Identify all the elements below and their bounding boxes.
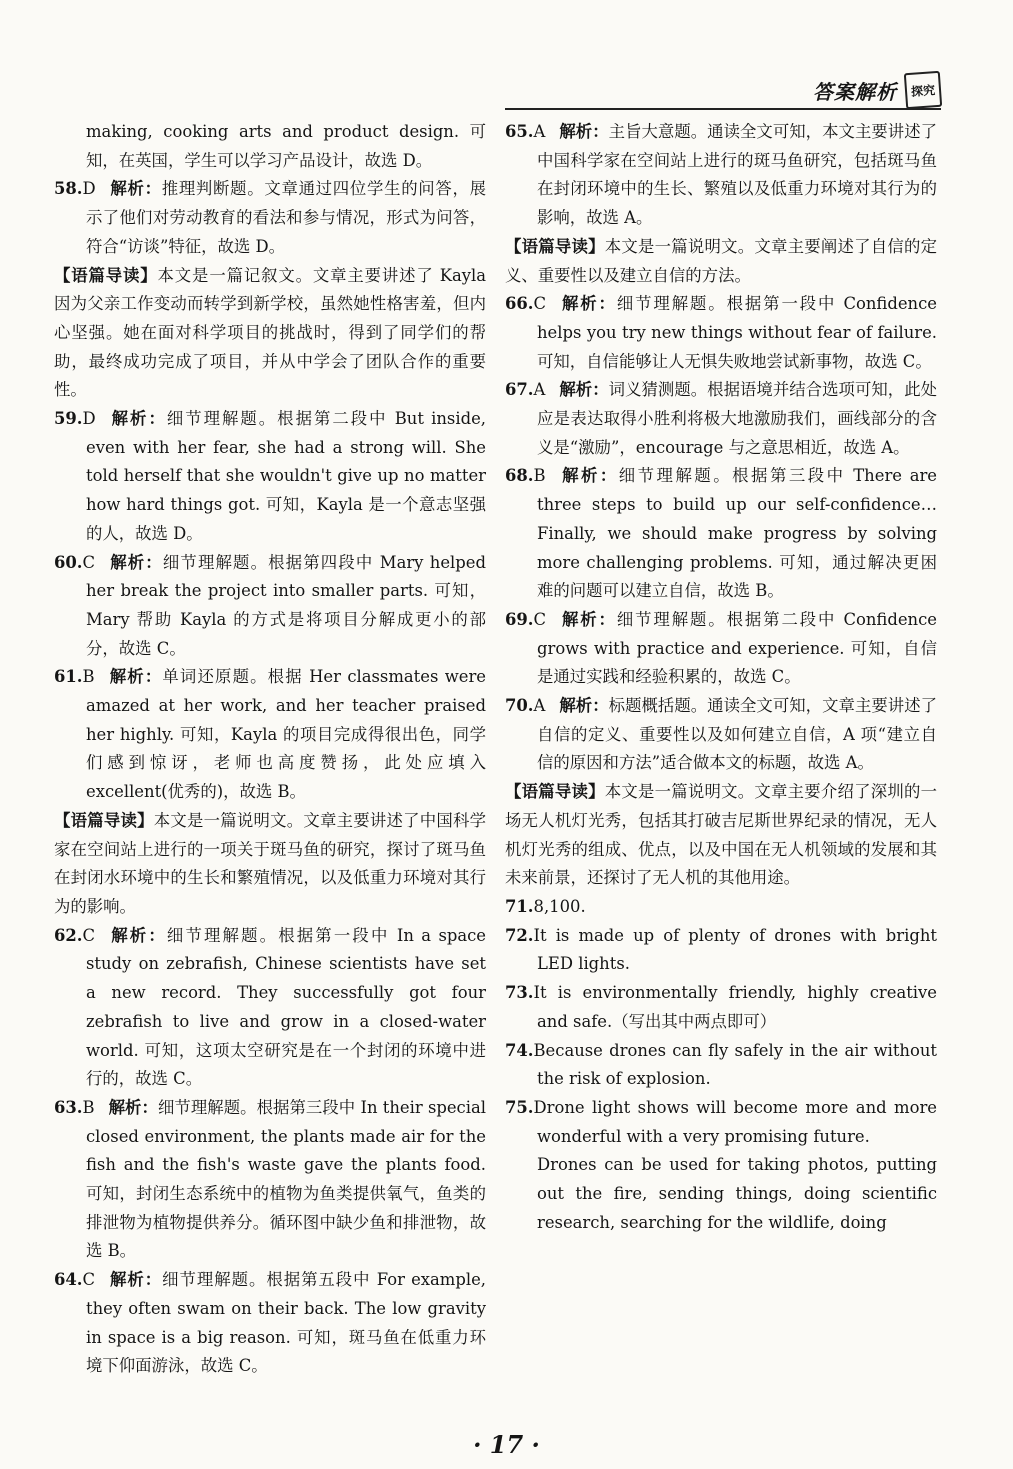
- item-number: 74.: [505, 1040, 534, 1060]
- item-text: 细节理解题。根据第三段中 In their special closed environment, the plants made air for the fish and the fish's waste gave the plants food. 可知，封闭生态系统中的植物为鱼类提供氧气，鱼类的排泄物为植物提供养分。循环图中缺少鱼和排泄物，故选 B。: [86, 1097, 486, 1261]
- answer-item: [505, 462, 937, 606]
- item-number: 70.: [505, 696, 534, 716]
- answer-item: [54, 922, 486, 1094]
- answer-item: [54, 1266, 486, 1381]
- item-number: 75.: [505, 1097, 534, 1117]
- item-number: 59.: [54, 409, 83, 429]
- guide-label: 【语篇导读】: [54, 810, 154, 830]
- item-answer: C: [533, 609, 547, 629]
- answer-item: [505, 1094, 937, 1151]
- answer-item: [505, 118, 937, 233]
- answer-item: [54, 663, 486, 807]
- item-answer: D: [82, 179, 96, 199]
- item-number: 58.: [54, 179, 83, 199]
- item-answer: B: [533, 466, 546, 486]
- item-answer: D: [82, 409, 96, 429]
- analysis-label: 解析：: [109, 552, 163, 572]
- item-number: 64.: [54, 1270, 83, 1290]
- continuation-text: Drones can be used for taking photos, putting out the fire, sending things, doing scientific research, searching for the wildlife, doing: [537, 1155, 937, 1232]
- item-text: 细节理解题。根据第一段中 In a space study on zebrafish, Chinese scientists have set a new record. They successfully got four zebrafish to live and grow in a closed-water world. 可知，这项太空研究是在一个封闭的环境中进行的，故选 C。: [86, 925, 486, 1089]
- item-number: 67.: [505, 380, 534, 400]
- header-title: 答案解析: [813, 79, 897, 104]
- analysis-label: 解析：: [559, 696, 609, 716]
- item-number: 60.: [54, 552, 83, 572]
- item-text: 细节理解题。根据第一段中 Confidence helps you try new things without fear of failure. 可知，自信能够让人无惧失败地尝试新事物，故选 C。: [537, 294, 937, 371]
- item-text: It is made up of plenty of drones with bright LED lights.: [533, 925, 937, 974]
- analysis-label: 解析：: [559, 466, 619, 486]
- item-text: 推理判断题。文章通过四位学生的问答，展示了他们对劳动教育的看法和参与情况，形式为问答，符合“访谈”特征，故选 D。: [86, 179, 487, 256]
- answer-item: [505, 979, 937, 1036]
- answer-item: [54, 175, 486, 261]
- answer-item: [505, 606, 937, 692]
- guide-label: 【语篇导读】: [505, 782, 605, 802]
- item-answer: C: [82, 925, 96, 945]
- left-column: [54, 118, 486, 1381]
- item-text: 单词还原题。根据 Her classmates were amazed at her work, and her teacher praised her highly. 可知，Kayla 的项目完成得很出色，同学们感到惊讶，老师也高度赞扬，此处应填入 excellent(优秀的)，故选 B。: [86, 667, 486, 802]
- item-text: 细节理解题。根据第四段中 Mary helped her break the project into smaller parts. 可知，Mary 帮助 Kayla 的方式是将项目分解成更小的部分，故选 C。: [86, 552, 486, 658]
- answer-item: [505, 1037, 937, 1094]
- item-number: 66.: [505, 294, 534, 314]
- right-column: [505, 118, 937, 1237]
- answer-item: [54, 405, 486, 549]
- item-text: Drone light shows will become more and more wonderful with a very promising future.: [533, 1097, 937, 1146]
- item-number: 73.: [505, 983, 534, 1003]
- guide-label: 【语篇导读】: [54, 265, 158, 285]
- item-answer: C: [82, 1270, 96, 1290]
- page-header: [813, 72, 941, 108]
- item-answer: B: [82, 1097, 95, 1117]
- item-number: 61.: [54, 667, 83, 687]
- analysis-label: 解析：: [108, 667, 163, 687]
- item-text: 词义猜测题。根据语境并结合选项可知，此处应是表达取得小胜利将极大地激励我们，画线部分的含义是“激励”，encourage 与之意思相近，故选 A。: [537, 380, 938, 457]
- passage-guide: [505, 233, 937, 290]
- item-text: It is environmentally friendly, highly creative and safe.（写出其中两点即可）: [533, 983, 937, 1031]
- answer-item: [505, 893, 937, 922]
- passage-guide: [54, 262, 486, 406]
- answer-item: [505, 290, 937, 376]
- item-answer: C: [533, 294, 547, 314]
- answer-item: [54, 549, 486, 664]
- item-text: 细节理解题。根据第二段中 But inside, even with her fear, she had a strong will. She told herself that she wouldn't give up no matter how hard things got. 可知，Kayla 是一个意志坚强的人，故选 D。: [86, 409, 486, 543]
- guide-text: 本文是一篇说明文。文章主要介绍了深圳的一场无人机灯光秀，包括其打破吉尼斯世界纪录的情况，无人机灯光秀的组成、优点，以及中国在无人机领域的发展和其未来前景，还探讨了无人机的其他用途。: [505, 782, 938, 888]
- analysis-label: 解析：: [109, 1270, 163, 1290]
- item-number: 63.: [54, 1097, 83, 1117]
- answer-item: [505, 692, 937, 778]
- passage-guide: [505, 778, 937, 893]
- item-text: 细节理解题。根据第二段中 Confidence grows with practice and experience. 可知，自信是通过实践和经验积累的，故选 C。: [537, 609, 937, 687]
- passage-guide: [54, 807, 486, 922]
- analysis-label: 解析：: [560, 294, 617, 314]
- brand-logo-icon: 探究: [904, 71, 942, 109]
- analysis-label: 解析：: [559, 380, 609, 400]
- guide-text: 本文是一篇说明文。文章主要讲述了中国科学家在空间站上进行的一项关于斑马鱼的研究，探讨了斑马鱼在封闭水环境中的生长和繁殖情况，以及低重力环境对其行为的影响。: [54, 810, 487, 916]
- item-number: 69.: [505, 609, 534, 629]
- item-number: 72.: [505, 925, 534, 945]
- continuation-text: making, cooking arts and product design. 可知，在英国，学生可以学习产品设计，故选 D。: [86, 122, 486, 170]
- analysis-label: 解析：: [560, 609, 617, 629]
- item-answer: B: [82, 667, 95, 687]
- item-number: 68.: [505, 466, 534, 486]
- item-text: 细节理解题。根据第三段中 There are three steps to build up our self-confidence…Finally, we should make progress by solving more challenging problems. 可知，通过解决更困难的问题可以建立自信，故选 B。: [537, 466, 938, 601]
- answer-item: [505, 922, 937, 979]
- guide-text: 本文是一篇记叙文。文章主要讲述了 Kayla 因为父亲工作变动而转学到新学校，虽然她性格害羞，但内心坚强。她在面对科学项目的挑战时，得到了同学们的帮助，最终成功完成了项目，并从中学会了团队合作的重要性。: [54, 265, 487, 400]
- item-answer: A: [533, 122, 546, 141]
- guide-label: 【语篇导读】: [505, 236, 605, 256]
- item-text: 细节理解题。根据第五段中 For example, they often swam on their back. The low gravity in space is a big reason. 可知，斑马鱼在低重力环境下仰面游泳，故选 C。: [86, 1270, 486, 1376]
- item-number: 71.: [505, 896, 534, 916]
- item-answer: A: [533, 696, 546, 716]
- item-text: Because drones can fly safely in the air without the risk of explosion.: [533, 1040, 937, 1089]
- item-number: 62.: [54, 925, 83, 945]
- answer-item: [505, 376, 937, 462]
- item-text: 标题概括题。通读全文可知，文章主要讲述了自信的定义、重要性以及如何建立自信，A 项“建立自信的原因和方法”适合做本文的标题，故选 A。: [537, 696, 938, 773]
- analysis-label: 解析：: [109, 179, 162, 199]
- item-number: 65.: [505, 122, 534, 141]
- analysis-label: 解析：: [108, 1097, 158, 1117]
- header-rule: [505, 108, 941, 110]
- item-answer: A: [533, 380, 546, 400]
- item-answer: C: [82, 552, 96, 572]
- analysis-label: 解析：: [109, 925, 167, 945]
- page-number: · 17 ·: [473, 1430, 540, 1459]
- item-text: 8,100.: [533, 896, 586, 916]
- guide-text: 本文是一篇说明文。文章主要阐述了自信的定义、重要性以及建立自信的方法。: [505, 236, 938, 285]
- analysis-label: 解析：: [559, 122, 609, 141]
- answer-item: [54, 1094, 486, 1266]
- item-text: 主旨大意题。通读全文可知，本文主要讲述了中国科学家在空间站上进行的斑马鱼研究，包括斑马鱼在封闭环境中的生长、繁殖以及低重力环境对其行为的影响，故选 A。: [537, 122, 938, 228]
- analysis-label: 解析：: [109, 409, 167, 429]
